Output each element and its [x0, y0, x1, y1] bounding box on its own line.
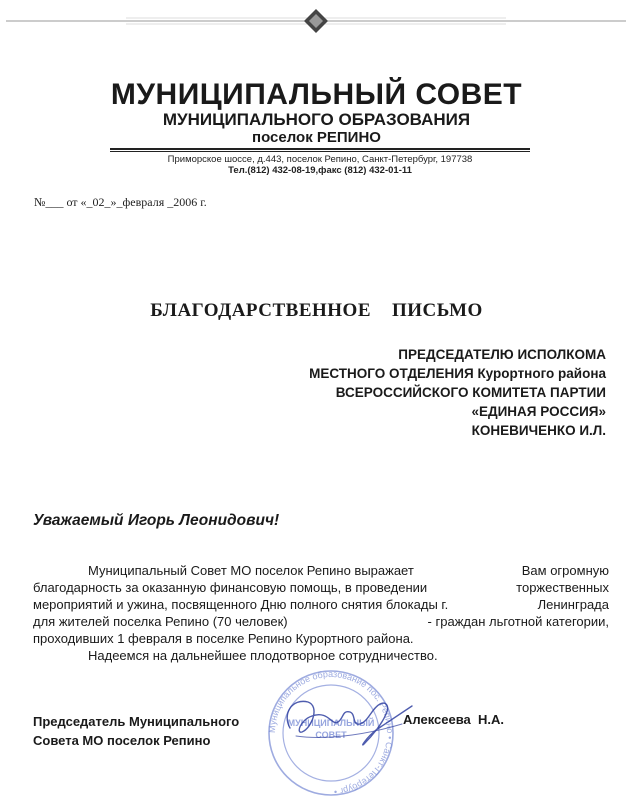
addressee-line: КОНЕВИЧЕНКО И.Л.	[471, 423, 606, 438]
addressee-line: МЕСТНОГО ОТДЕЛЕНИЯ Курортного района	[309, 366, 606, 381]
body-line	[33, 613, 609, 630]
council-subtitle: МУНИЦИПАЛЬНОГО ОБРАЗОВАНИЯ	[162, 110, 471, 129]
body-text: для жителей поселка Репино (70 человек)	[33, 614, 288, 629]
greeting: Уважаемый Игорь Леонидович!	[33, 512, 280, 529]
body-text: мероприятий и ужина, посвященного Дню полного снятия блокады г.	[33, 597, 449, 612]
signatory-position-line: Председатель Муниципального	[33, 714, 240, 729]
signatory-position-line: Совета МО поселок Репино	[33, 733, 211, 748]
letter-body	[33, 562, 609, 664]
council-address: Приморское шоссе, д.443, поселок Репино, Санкт-Петербург, 197738	[167, 154, 473, 165]
addressee-line: ПРЕДСЕДАТЕЛЮ ИСПОЛКОМА	[398, 347, 606, 362]
signatory-name: Алексеева Н.А.	[403, 712, 505, 727]
body-text: Вам огромную	[521, 563, 609, 578]
signatory-position	[33, 712, 239, 750]
body-line	[33, 596, 609, 613]
registration-line: №___ от «_02_»_февраля _2006 г.	[34, 195, 207, 209]
document-title: БЛАГОДАРСТВЕННОЕ ПИСЬМО	[150, 300, 483, 321]
addressee-line: ВСЕРОССИЙСКОГО КОМИТЕТА ПАРТИИ	[335, 385, 606, 400]
stamp-ring-text: Муниципальное образование пос. Репино • Санкт-Петербург •	[266, 668, 396, 797]
addressee-block	[309, 345, 606, 440]
letterhead-divider-thin	[110, 151, 530, 152]
body-text: Муниципальный Совет МО поселок Репино выражает	[88, 563, 414, 578]
council-title: МУНИЦИПАЛЬНЫЙ СОВЕТ	[110, 78, 523, 111]
council-town: поселок РЕПИНО	[252, 129, 381, 146]
council-phones: Тел.(812) 432-08-19,факс (812) 432-01-11	[228, 165, 412, 176]
body-line	[33, 579, 609, 596]
addressee-line: «ЕДИНАЯ РОССИЯ»	[471, 404, 606, 419]
letterhead-ornament	[6, 6, 626, 36]
body-line	[33, 562, 609, 579]
letterhead-divider	[110, 148, 530, 150]
body-line: Надеемся на дальнейшее плодотворное сотрудничество.	[88, 648, 438, 663]
body-text: Ленинграда	[537, 597, 609, 612]
stamp-center-line: МУНИЦИПАЛЬНЫЙ	[287, 718, 375, 728]
body-text: - граждан льготной категории,	[427, 614, 609, 629]
body-text: торжественных	[516, 580, 609, 595]
body-line: проходивших 1 февраля в поселке Репино Курортного района.	[33, 631, 414, 646]
stamp-center-line: СОВЕТ	[315, 730, 347, 740]
body-text: благодарность за оказанную финансовую помощь, в проведении	[33, 580, 428, 595]
handwritten-signature	[272, 684, 422, 756]
